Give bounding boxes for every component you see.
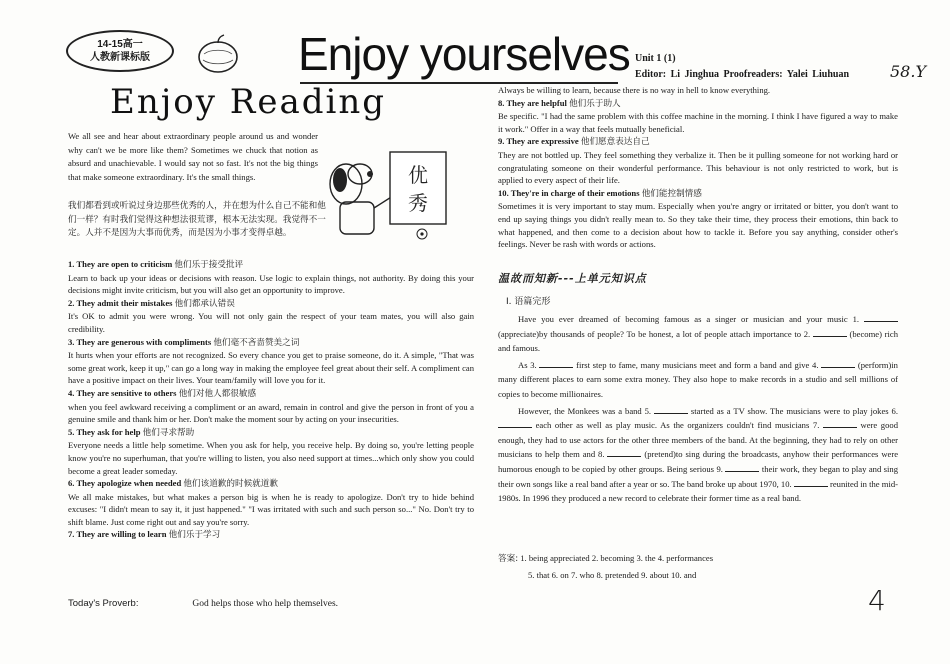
cloze-paragraph: Have you ever dreamed of becoming famous as a singer or musician and your music 1. (appreciate)by thousands of people? To be honest, a lot of people attach importance to 2. (become) rich and famous. xyxy=(498,314,898,354)
tip-item xyxy=(68,426,474,477)
left-tips-list xyxy=(68,258,474,542)
tip-body: when you feel awkward receiving a compliment or an award, remain in control and give the person in front of you a genuine smile and thank him or her. Don't make the moment sour by acting on your insecurities. xyxy=(68,401,474,425)
tip-body: We all make mistakes, but what makes a person big is when he is ready to apologize. Don't try to hide behind excuses: "I didn't mean to say it, it just happened." "I was irritated with such and such person so..." No. Don't try to shift blame. Just come right out and say you're sorry. xyxy=(68,491,474,527)
answer-blank[interactable] xyxy=(864,313,898,322)
tip-item xyxy=(68,336,474,387)
tip-body: It's OK to admit you were wrong. You will not only gain the respect of your team mates, you will also gain credibility. xyxy=(68,311,474,334)
cloze-paragraph: However, the Monkees was a band 5. started as a TV show. The musicians were to play jokes 6. each other as well as play music. As the organizers couldn't find musicians 7. were good enough, they had to use actors for the other three members of the band. At the beginning, they had to rely on other musicians to help them and 8. (pretend)to sing during the broadcasts, anyhow their performances were humorous enough to be copied by other groups. Being serious 9. their work, they began to play and sing their own songs like a real band after a year or so. The band broke up about 1970, 10. reunited in the mid-1980s. In 1996 they produced a new record to celebrate their former time as a real band. xyxy=(498,405,899,504)
tip-item xyxy=(498,97,898,136)
tip-heading: 7. They are willing to learn xyxy=(68,529,167,540)
badge-grade: 14-15高一 xyxy=(97,39,143,50)
cloze-paragraph: As 3. first step to fame, many musicians meet and form a band and give 4. (perform)in many different places to earn some extra money. They also hope to make records in a studio and sell millions of copies to become millionaires. xyxy=(498,359,898,399)
right-tips-list xyxy=(498,84,898,251)
answer-blank[interactable] xyxy=(654,405,688,414)
tip-heading: 2. They admit their mistakes xyxy=(68,297,173,308)
tip-item xyxy=(498,187,898,251)
answers-line-2: 5. that 6. on 7. who 8. pretended 9. about 10. and xyxy=(528,570,697,580)
tip-heading: 8. They are helpful xyxy=(498,97,567,108)
tip-body: Sometimes it is very important to stay mum. Especially when you're angry or irritated or bitter, you don't want to end up saying things you didn't really mean to. So they take their time, they process their emotions, thin back to what happened, and then come to a decision about how to tackle it. Before you say anything, consider other's feelings. Never be rash with words or actions. xyxy=(498,201,898,250)
answer-blank[interactable] xyxy=(607,448,641,457)
cloze-passage xyxy=(498,312,898,508)
tip-heading-cn: 他们毫不吝啬赞美之词 xyxy=(213,337,300,348)
tip-heading-cn: 他们乐于接受批评 xyxy=(174,260,244,270)
answer-key xyxy=(498,550,898,583)
answer-blank[interactable] xyxy=(498,419,532,428)
answer-blank[interactable] xyxy=(725,463,759,472)
tip-body: They are not bottled up. They feel something they verbalize it. Then be it pulling someone for not working hard or congratulating someone on their wonderful performance. This behaviour is not only restricted to work, but is applied to every aspect of their life. xyxy=(498,149,898,186)
badge-edition: 人教新课标版 xyxy=(90,52,150,63)
tip-body: Everyone needs a little help sometime. When you ask for help, you receive help. By doing so, you're letting people know you're no superhuman, that you're willing to listen, you also need support at times...which only show you could become a great leader someday. xyxy=(68,440,474,476)
sign-text-bottom: 秀 xyxy=(408,191,428,215)
tip-heading: 4. They are sensitive to others xyxy=(68,387,177,398)
tip-heading-cn: 他们都承认错误 xyxy=(174,298,235,309)
snoopy-illustration xyxy=(326,146,476,246)
tip-body: Learn to back up your ideas or decisions with reason. Use logic to explain things, not authority. By doing this your decisions might invite criticism, but you will also get an opportunity to improve. xyxy=(68,272,474,296)
answer-blank[interactable] xyxy=(539,359,573,368)
tip-heading: 10. They're in charge of their emotions xyxy=(498,187,640,198)
tip-item xyxy=(68,528,474,542)
intro-english: We all see and hear about extraordinary people around us and wonder why can't we be more like them? Sometimes we chuck that notion as absurd and unachievable. I would say not so fast. It's not the big things that make someone extraordinary. It's the small things. xyxy=(68,131,318,182)
handwritten-page-mark: 58.Y xyxy=(890,62,927,81)
tip-body: It hurts when your efforts are not recognized. So every chance you get to praise someone, do it. A simple, "That was some great work, keep it up," can go a long way in making the employee feel great about their self. A compliment can have a positive impact on their lives. Your team/family will love you for it. xyxy=(68,350,474,386)
answer-blank[interactable] xyxy=(823,419,857,428)
answer-blank[interactable] xyxy=(821,359,855,368)
tip-heading: 1. They are open to criticism xyxy=(68,259,173,269)
proverb-text: God helps those who help themselves. xyxy=(192,599,339,609)
tip-heading-cn: 他们对他人都很敏感 xyxy=(178,388,257,399)
cloze-section-label: Ⅰ. 语篇完形 xyxy=(506,297,551,307)
tip-heading: 6. They apologize when needed xyxy=(68,478,182,489)
tip-heading-cn: 他们愿意表达自己 xyxy=(580,137,650,148)
tip-heading-cn: 他们寻求帮助 xyxy=(142,427,195,438)
section-heading: Enjoy Reading xyxy=(110,82,387,122)
answers-line-1: 1. being appreciated 2. becoming 3. the 4. performances xyxy=(520,553,714,563)
proverb-label: Today's Proverb: xyxy=(68,598,139,609)
todays-proverb xyxy=(68,598,338,609)
review-section-title: 温故而知新---上单元知识点 xyxy=(498,272,647,285)
answer-blank[interactable] xyxy=(813,328,847,337)
tip-item xyxy=(68,477,474,528)
tip-continued: Always be willing to learn, because there is no way in hell to know everything. xyxy=(498,85,771,95)
sign-text-top: 优 xyxy=(408,163,428,187)
intro-chinese: 我们都看到或听说过身边那些优秀的人，并在想为什么自己不能和他们一样？有时我们觉得这种想法很荒谬，根本无法实现。我觉得不一定。人并不是因为大事而优秀，而是因为小事才变得卓越。 xyxy=(68,201,326,239)
tip-heading: 5. They ask for help xyxy=(68,426,141,437)
edition-badge xyxy=(66,30,174,72)
answer-label: 答案: xyxy=(498,554,519,564)
tip-item xyxy=(68,297,474,336)
tip-heading: 9. They are expressive xyxy=(498,136,579,147)
editor-credits: Editor: Li Jinghua Proofreaders: Yalei Liuhuan xyxy=(635,69,850,80)
tip-heading-cn: 他们乐于学习 xyxy=(168,530,221,541)
tip-body: Be specific. "I had the same problem with this coffee machine in the morning. I think I have figured a way to make it work." Offer in a way that feels mutually beneficial. xyxy=(498,111,898,134)
newspaper-title: Enjoy yourselves xyxy=(298,28,630,80)
tip-heading-cn: 他们乐于助人 xyxy=(569,98,621,109)
answer-blank[interactable] xyxy=(794,478,828,487)
unit-label: Unit 1 (1) xyxy=(635,53,676,64)
tip-heading-cn: 他们能控制情感 xyxy=(641,188,702,199)
tip-item xyxy=(68,387,474,426)
tip-heading-cn: 他们该道歉的时候就道歉 xyxy=(183,479,278,490)
tip-item xyxy=(68,258,474,297)
tip-item xyxy=(498,135,898,186)
tip-heading: 3. They are generous with compliments xyxy=(68,336,212,347)
apple-icon xyxy=(196,34,240,74)
handwritten-number: 4 xyxy=(868,584,886,617)
